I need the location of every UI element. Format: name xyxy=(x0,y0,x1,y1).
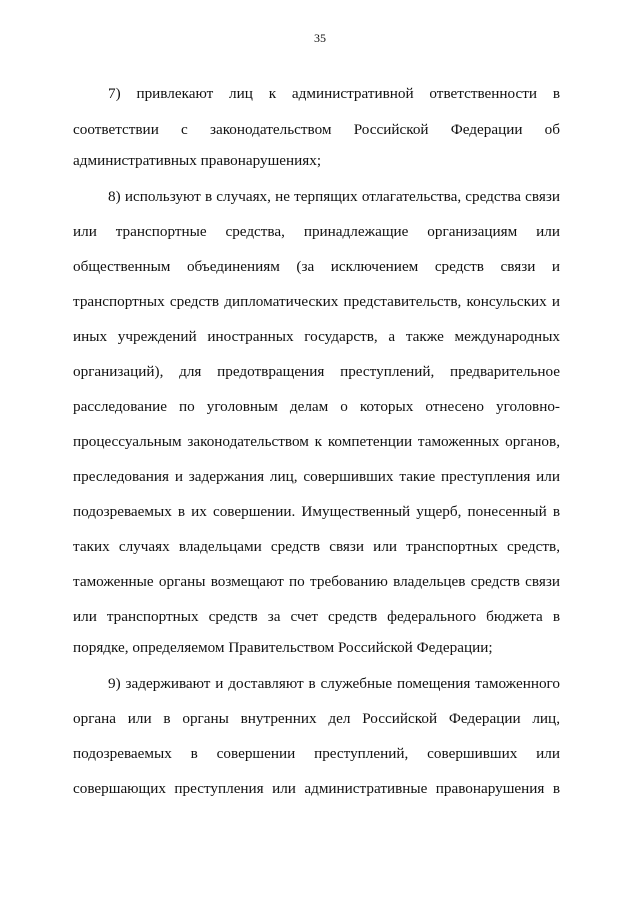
text-line: административных правонарушениях; xyxy=(73,152,322,169)
text-line: транспортных средств дипломатических представительств, консульских и xyxy=(73,293,560,310)
text-line: таких случаях владельцами средств связи или транспортных средств, xyxy=(73,538,560,555)
text-line: организаций), для предотвращения преступлений, предварительное xyxy=(73,363,560,380)
text-line: 9) задерживают и доставляют в служебные помещения таможенного xyxy=(108,675,560,692)
text-line: соответствии с законодательством Российской Федерации об xyxy=(73,121,560,138)
text-line: общественным объединениям (за исключением средств связи и xyxy=(73,258,560,275)
text-line: иных учреждений иностранных государств, а также международных xyxy=(73,328,560,345)
text-line: или транспортных средств за счет средств федерального бюджета в xyxy=(73,608,560,625)
text-line: преследования и задержания лиц, совершивших такие преступления или xyxy=(73,468,560,485)
text-line: подозреваемых в совершении преступлений, совершивших или xyxy=(73,745,560,762)
text-line: 8) используют в случаях, не терпящих отлагательства, средства связи xyxy=(108,188,560,205)
text-line: 7) привлекают лиц к административной ответственности в xyxy=(108,85,560,102)
text-line: подозреваемых в их совершении. Имущественный ущерб, понесенный в xyxy=(73,503,560,520)
text-line: таможенные органы возмещают по требованию владельцев средств связи xyxy=(73,573,560,590)
text-line: процессуальным законодательством к компетенции таможенных органов, xyxy=(73,433,560,450)
text-line: или транспортные средства, принадлежащие организациям или xyxy=(73,223,560,240)
text-line: расследование по уголовным делам о которых отнесено уголовно- xyxy=(73,398,560,415)
text-line: порядке, определяемом Правительством Российской Федерации; xyxy=(73,639,493,656)
text-line: органа или в органы внутренних дел Российской Федерации лиц, xyxy=(73,710,560,727)
page-number: 35 xyxy=(314,31,326,45)
text-line: совершающих преступления или административные правонарушения в xyxy=(73,780,560,797)
